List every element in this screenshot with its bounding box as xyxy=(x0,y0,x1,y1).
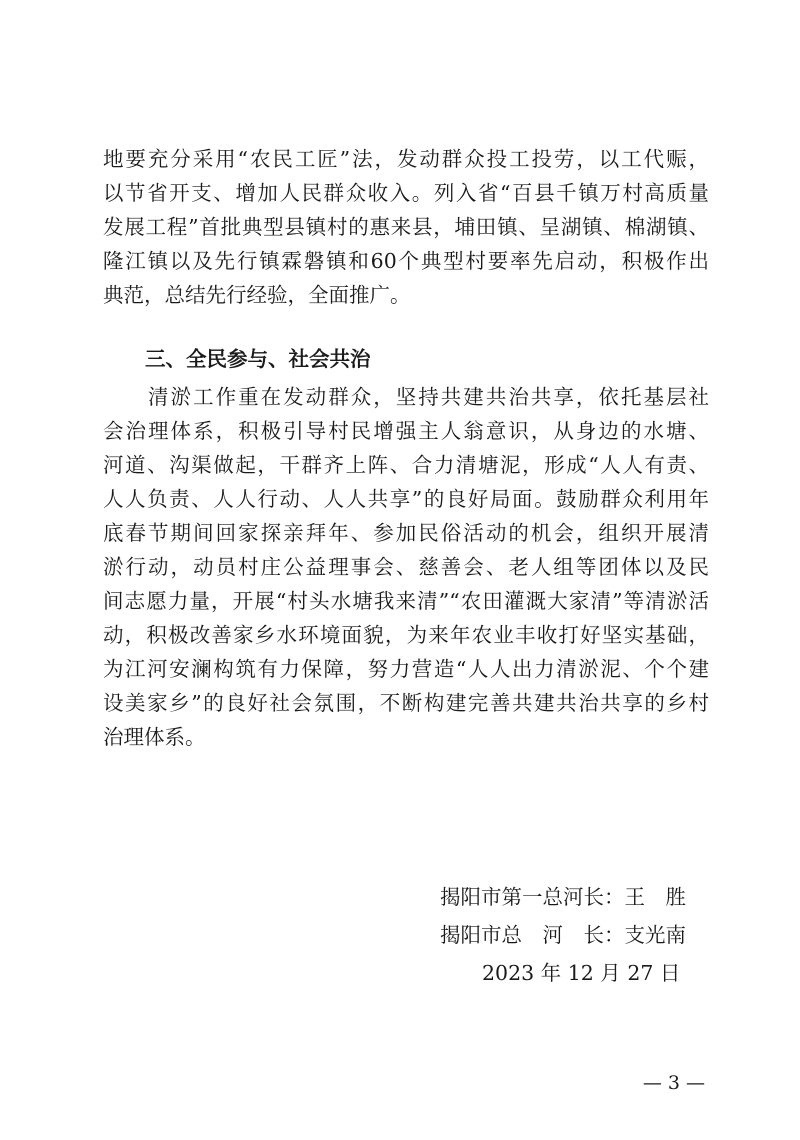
page-number: — 3 — xyxy=(642,1072,705,1094)
paragraph-1 xyxy=(103,142,709,312)
paragraph-1-line: 地要充分采用“农民工匠”法，发动群众投工投劳，以工代赈， xyxy=(103,147,709,171)
signature-first-chief: 揭阳市第一总河长：王 胜 xyxy=(440,885,686,909)
paragraph-1-line: 典范，总结先行经验，全面推广。 xyxy=(103,283,411,307)
paragraph-1-line: 发展工程”首批典型县镇村的惠来县，埔田镇、呈湖镇、棉湖镇、 xyxy=(103,215,709,239)
paragraph-2-line: 淤行动，动员村庄公益理事会、慈善会、老人组等团体以及民 xyxy=(103,555,709,579)
paragraph-2-line: 底春节期间回家探亲拜年、参加民俗活动的机会，组织开展清 xyxy=(103,521,709,545)
paragraph-1-line: 以节省开支、增加人民群众收入。列入省“百县千镇万村高质量 xyxy=(103,181,709,205)
paragraph-2-line: 动，积极改善家乡水环境面貌，为来年农业丰收打好坚实基础， xyxy=(103,623,709,647)
paragraph-1-line: 隆江镇以及先行镇霖磐镇和60个典型村要率先启动，积极作出 xyxy=(103,249,709,273)
paragraph-2-line: 清淤工作重在发动群众，坚持共建共治共享，依托基层社 xyxy=(103,385,709,409)
paragraph-2-line: 人人负责、人人行动、人人共享”的良好局面。鼓励群众利用年 xyxy=(103,487,709,511)
paragraph-2-line: 治理体系。 xyxy=(103,725,206,749)
paragraph-2-line: 为江河安澜构筑有力保障，努力营造“人人出力清淤泥、个个建 xyxy=(103,657,709,681)
signature-date: 2023 年 12 月 27 日 xyxy=(482,961,681,985)
paragraph-2-line: 设美家乡”的良好社会氛围，不断构建完善共建共治共享的乡村 xyxy=(103,691,709,715)
signature-chief: 揭阳市总 河 长：支光南 xyxy=(440,923,686,947)
paragraph-2-line: 会治理体系，积极引导村民增强主人翁意识，从身边的水塘、 xyxy=(103,419,709,443)
section-heading: 三、全民参与、社会共治 xyxy=(145,347,371,371)
paragraph-2 xyxy=(103,380,709,754)
paragraph-2-line: 间志愿力量，开展“村头水塘我来清”“农田灌溉大家清”等清淤活 xyxy=(103,589,709,613)
paragraph-2-line: 河道、沟渠做起，干群齐上阵、合力清塘泥，形成“人人有责、 xyxy=(103,453,709,477)
